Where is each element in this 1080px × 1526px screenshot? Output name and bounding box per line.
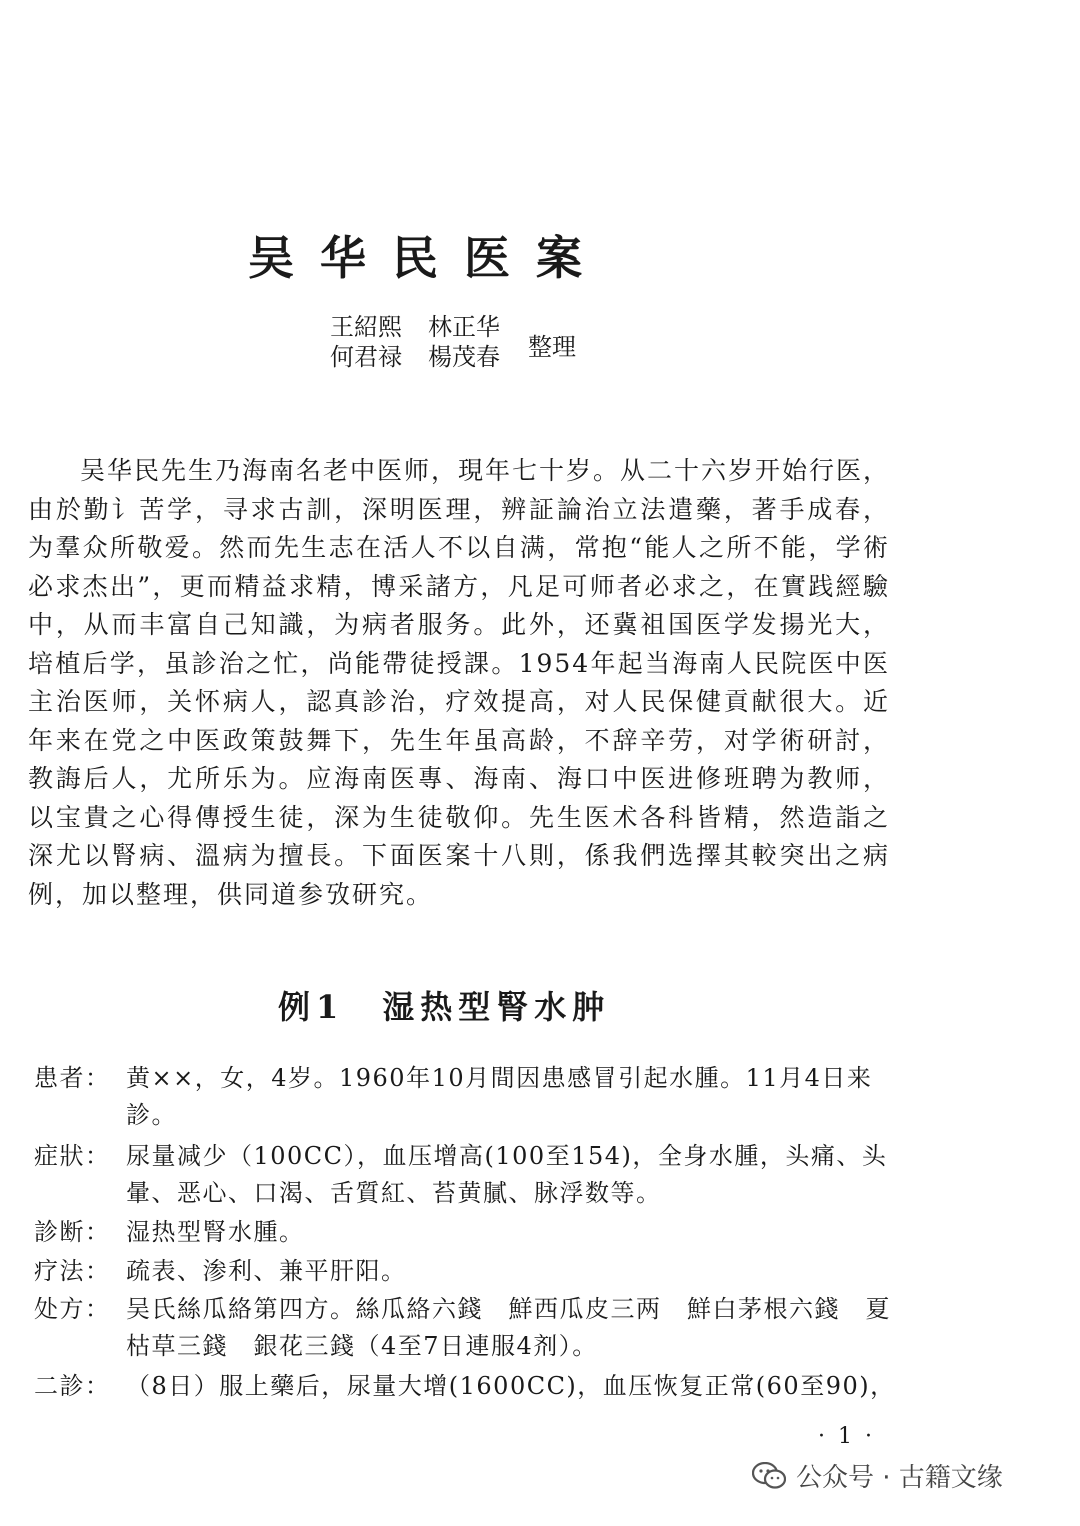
record-diagnosis <box>34 1214 896 1251</box>
record-text: 尿量减少（100CC），血压增高(100至154)，全身水腫，头痛、头暈、恶心、口渴、舌質紅、苔黄膩、脉浮数等。 <box>126 1142 888 1207</box>
record-text: 吴氏絲瓜絡第四方。絲瓜絡六錢 鮮西瓜皮三两 鮮白茅根六錢 夏枯草三錢 銀花三錢（4至7日連服4剂）。 <box>126 1295 891 1360</box>
page-title: 吴华民医案 <box>248 231 608 285</box>
record-patient <box>34 1060 896 1134</box>
record-text: 湿热型腎水腫。 <box>126 1218 305 1246</box>
author-row-2 <box>330 342 630 372</box>
watermark-text: 公众号 · 古籍文缘 <box>796 1463 1003 1493</box>
intro-paragraph: 吴华民先生乃海南名老中医师，現年七十岁。从二十六岁开始行医，由於勤讠苦学，寻求古訓，深明医理，辨証論治立法遣藥，著手成春，为羣众所敬爱。然而先生志在活人不以自满，常抱“能人之所不能，学術必求杰出”，更而精益求精，博采諸方，凡足可师者必求之，在實践經驗中，从而丰富自己知識，为病者服务。此外，还冀祖国医学发揚光大，培植后学，虽診治之忙，尚能帶徒授課。1954年起当海南人民院医中医主治医师，关怀病人，認真診治，疗效提高，对人民保健貢献很大。近年来在党之中医政策鼓舞下，先生年虽高龄，不辞辛劳，对学術研討，教誨后人，尤所乐为。应海南医專、海南、海口中医进修班聘为教师，以宝貴之心得傳授生徒，深为生徒敬仰。先生医术各科皆精，然造詣之深尤以腎病、溫病为擅長。下面医案十八則，係我們选擇其較突出之病例，加以整理，供同道参攷研究。 <box>28 456 891 909</box>
author-name: 何君禄 <box>330 343 402 371</box>
record-symptoms <box>34 1138 896 1212</box>
author-name: 楊茂春 <box>428 343 500 371</box>
record-label: 診断： <box>34 1218 111 1246</box>
author-row-1 <box>330 312 630 342</box>
record-text: 黄××，女，4岁。1960年10月間因患感冒引起水腫。11月4日来診。 <box>126 1064 873 1129</box>
author-block <box>330 312 630 372</box>
page-number: · 1 · <box>818 1424 875 1449</box>
record-text: 疏表、渗利、兼平肝阳。 <box>126 1257 407 1285</box>
case-heading: 例1 湿热型腎水肿 <box>278 988 611 1026</box>
wechat-icon <box>752 1462 786 1490</box>
author-name: 王紹熙 <box>330 313 402 341</box>
record-label: 患者： <box>34 1064 111 1092</box>
record-treatment <box>34 1253 896 1290</box>
author-name: 林正华 <box>428 313 500 341</box>
record-label: 处方： <box>34 1295 111 1323</box>
record-label: 二診： <box>34 1372 111 1400</box>
author-role-note: 整理 <box>528 333 576 361</box>
record-second-visit <box>34 1368 896 1405</box>
watermark <box>752 1457 1003 1494</box>
record-prescription <box>34 1291 896 1365</box>
record-text: （8日）服上藥后，尿量大增(1600CC)，血压恢复正常(60至90)， <box>126 1372 896 1400</box>
record-label: 疗法： <box>34 1257 111 1285</box>
record-label: 症狀： <box>34 1142 111 1170</box>
